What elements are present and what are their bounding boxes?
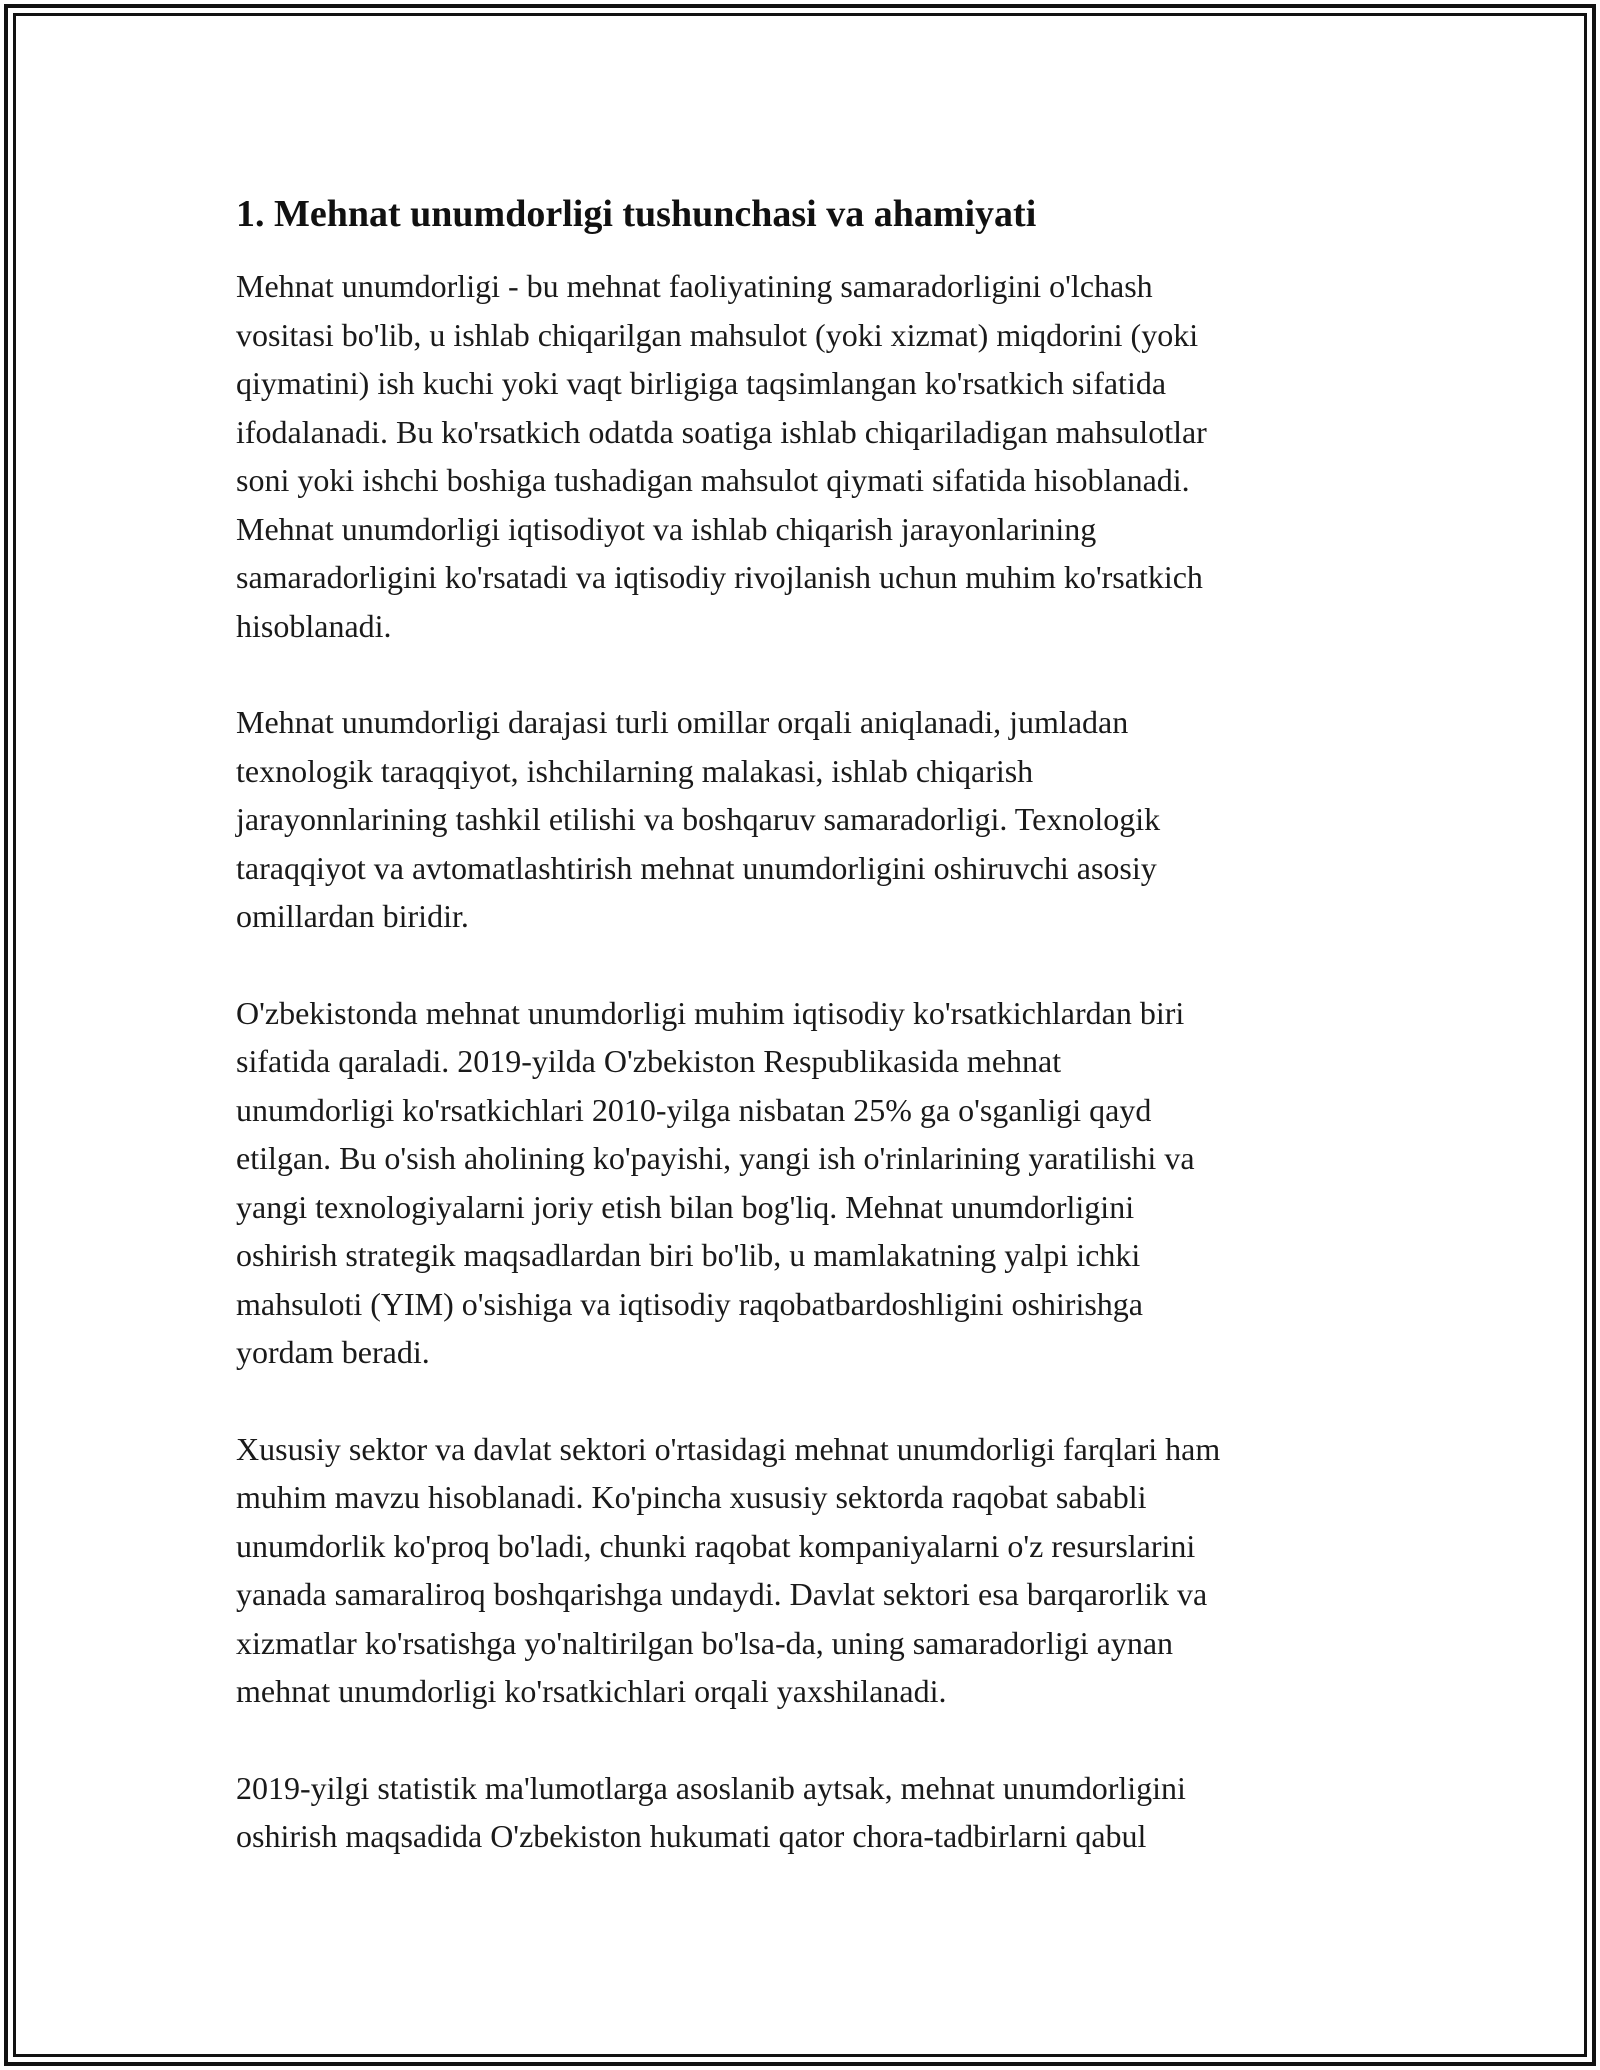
text-line: samaradorligini ko'rsatadi va iqtisodiy rivojlanish uchun muhim ko'rsatkich [236,559,1203,595]
paragraph-definition [236,262,1366,650]
text-line: xizmatlar ko'rsatishga yo'naltirilgan bo'lsa-da, uning samaradorligi aynan [236,1624,1174,1661]
text-line: taraqqiyot va avtomatlashtirish mehnat unumdorligini oshiruvchi asosiy [236,849,1157,886]
text-line: mehnat unumdorligi ko'rsatkichlari orqali yaxshilanadi. [236,1673,947,1709]
paragraph-factors [236,698,1366,941]
paragraph-sectors [236,1425,1366,1716]
text-line: sifatida qaraladi. 2019-yilda O'zbekiston Respublikasida mehnat [236,1043,1062,1079]
paragraph-uzbekistan [236,989,1366,1377]
text-line: mahsuloti (YIM) o'sishiga va iqtisodiy raqobatbardoshligini oshirishga [236,1285,1143,1322]
text-line: O'zbekistonda mehnat unumdorligi muhim iqtisodiy ko'rsatkichlardan biri [236,994,1185,1031]
text-line: omillardan biridir. [236,898,469,934]
document-body [236,188,1366,1909]
text-line: yangi texnologiyalarni joriy etish bilan bog'liq. Mehnat unumdorligini [236,1188,1135,1225]
paragraph-statistics [236,1764,1366,1861]
text-line: soni yoki ishchi boshiga tushadigan mahsulot qiymati sifatida hisoblanadi. [236,462,1190,498]
text-line: vositasi bo'lib, u ishlab chiqarilgan mahsulot (yoki xizmat) miqdorini (yoki [236,316,1199,353]
text-line: etilgan. Bu o'sish aholining ko'payishi, yangi ish o'rinlarining yaratilishi va [236,1140,1195,1176]
text-line: ifodalanadi. Bu ko'rsatkich odatda soatiga ishlab chiqariladigan mahsulotlar [236,413,1207,450]
text-line: muhim mavzu hisoblanadi. Ko'pincha xususiy sektorda raqobat sababli [236,1479,1147,1515]
text-line: unumdorligi ko'rsatkichlari 2010-yilga nisbatan 25% ga o'sganligi qayd [236,1091,1152,1128]
text-line: Xususiy sektor va davlat sektori o'rtasidagi mehnat unumdorligi farqlari ham [236,1430,1221,1467]
section-heading: 1. Mehnat unumdorligi tushunchasi va ahamiyati [236,193,1037,235]
text-line: Mehnat unumdorligi - bu mehnat faoliyatining samaradorligini o'lchash [236,268,1153,304]
text-line: 2019-yilgi statistik ma'lumotlarga asoslanib aytsak, mehnat unumdorligini [236,1769,1186,1806]
text-line: hisoblanadi. [236,607,392,644]
text-line: oshirish maqsadida O'zbekiston hukumati qator chora-tadbirlarni qabul [236,1818,1147,1854]
text-line: qiymatini) ish kuchi yoki vaqt birligiga taqsimlangan ko'rsatkich sifatida [236,365,1167,401]
text-line: Mehnat unumdorligi iqtisodiyot va ishlab chiqarish jarayonlarining [236,510,1097,547]
text-line: jarayonnlarining tashkil etilishi va boshqaruv samaradorligi. Texnologik [236,801,1161,837]
text-line: oshirish strategik maqsadlardan biri bo'lib, u mamlakatning yalpi ichki [236,1237,1141,1273]
text-line: texnologik taraqqiyot, ishchilarning malakasi, ishlab chiqarish [236,752,1034,789]
text-line: yanada samaraliroq boshqarishga undaydi. Davlat sektori esa barqarorlik va [236,1576,1208,1612]
text-line: yordam beradi. [236,1334,430,1370]
text-line: unumdorlik ko'proq bo'ladi, chunki raqobat kompaniyalarni o'z resurslarini [236,1527,1196,1564]
text-line: Mehnat unumdorligi darajasi turli omillar orqali aniqlanadi, jumladan [236,704,1129,740]
